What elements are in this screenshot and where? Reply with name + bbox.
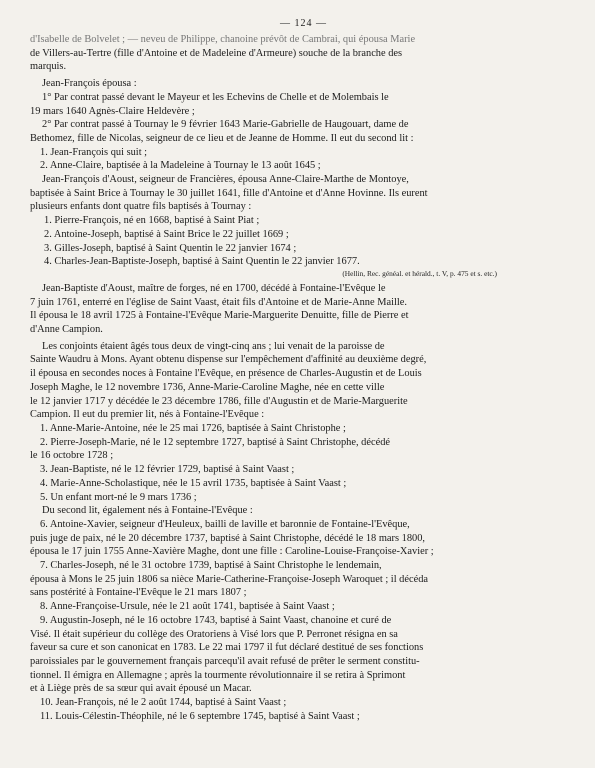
text-line: paroissiales par le gouvernement français parcequ'il avait refusé de prêter le serment constitu- (30, 655, 420, 667)
text-line: il épousa en secondes noces à Fontaine l'Evêque, en présence de Charles-Augustin et de Louis (30, 368, 422, 380)
text-line: faveur sa cure et son canonicat en 1783. Le 22 mai 1797 il fut déclaré destitué de ses fonctions (30, 642, 424, 654)
text-line: 2° Par contrat passé à Tournay le 9 février 1643 Marie-Gabrielle de Haugouart, dame de (42, 119, 409, 131)
text-line: marquis. (30, 61, 67, 73)
text-line: 7 juin 1761, enterré en l'église de Saint Vaast, était fils d'Antoine et de Marie-Anne Maille. (30, 296, 407, 308)
text-line: Il épousa le 18 avril 1725 à Fontaine-l'Evêque Marie-Marguerite Denuitte, fille de Pierre et (30, 310, 409, 322)
text-line: Les conjoints étaient âgés tous deux de vingt-cinq ans ; lui venait de la paroisse de (42, 340, 385, 352)
list-item: 9. Augustin-Joseph, né le 16 octobre 1743, baptisé à Saint Vaast, chanoine et curé de (40, 614, 392, 626)
text-line: 1° Par contrat passé devant le Mayeur et les Echevins de Chelle et de Molembais le (42, 91, 389, 103)
text-line: d'Isabelle de Bolvelet ; — neveu de Philippe, chanoine prévôt de Cambrai, qui épousa Marie (30, 34, 416, 45)
text-line: le 12 janvier 1717 y décédée le 23 décembre 1786, fille d'Augustin et de Marie-Marguerite (30, 395, 408, 407)
text-line: Joseph Maghe, le 12 novembre 1736, Anne-Marie-Caroline Maghe, née en cette ville (30, 381, 385, 393)
text-line: Sainte Waudru à Mons. Ayant obtenu dispense sur l'empêchement d'affinité au deuxième degré, (30, 354, 427, 366)
text-line: et à Liège près de sa sœur qui avait épousé un Macar. (30, 683, 252, 695)
text-line: sans postérité à Fontaine-l'Evêque le 21 mars 1807 ; (30, 587, 247, 599)
list-item: 7. Charles-Joseph, né le 31 octobre 1739, baptisé à Saint Christophe le lendemain, (40, 560, 382, 572)
text-line: épousa à Mons le 25 juin 1806 sa nièce Marie-Catherine-Françoise-Joseph Waroquet ; il décéda (30, 573, 429, 585)
text-line: Visé. Il était supérieur du collège des Oratoriens à Visé lors que P. Perronet résigna en sa (30, 628, 398, 640)
list-item: 5. Un enfant mort-né le 9 mars 1736 ; (40, 491, 197, 503)
genealogy-text (30, 33, 577, 723)
text-line: 19 mars 1640 Agnès-Claire Heldevère ; (30, 105, 195, 117)
text-line: de Villers-au-Tertre (fille d'Antoine et de Madeleine d'Armeure) souche de la branche des (30, 47, 403, 59)
list-item: 4. Charles-Jean-Baptiste-Joseph, baptisé à Saint Quentin le 22 janvier 1677. (44, 256, 360, 268)
text-line: Jean-François épousa : (42, 78, 137, 90)
list-item: 1. Jean-François qui suit ; (40, 146, 148, 158)
citation-line: (Hellin, Rec. généal. et hérald., t. V, p. 475 et s. etc.) (342, 268, 497, 278)
text-line: Du second lit, également nés à Fontaine-l'Evêque : (42, 505, 253, 517)
list-item: 2. Antoine-Joseph, baptisé à Saint Brice le 22 juillet 1669 ; (44, 228, 289, 240)
list-item: 1. Anne-Marie-Antoine, née le 25 mai 1726, baptisée à Saint Christophe ; (40, 422, 346, 434)
list-item: 3. Jean-Baptiste, né le 12 février 1729, baptisé à Saint Vaast ; (40, 464, 295, 476)
list-item: 2. Pierre-Joseph-Marie, né le 12 septembre 1727, baptisé à Saint Christophe, décédé (40, 436, 391, 448)
list-item: 3. Gilles-Joseph, baptisé à Saint Quentin le 22 janvier 1674 ; (44, 242, 297, 254)
text-line: Campion. Il eut du premier lit, nés à Fontaine-l'Evêque : (30, 409, 265, 421)
text-line: puis juge de paix, né le 20 décembre 1737, baptisé à Saint Christophe, décédé le 18 mars 1800, (30, 532, 426, 544)
text-line: le 16 octobre 1728 ; (30, 450, 114, 462)
list-item: 11. Louis-Célestin-Théophile, né le 6 septembre 1745, baptisé à Saint Vaast ; (40, 710, 360, 722)
list-item: 10. Jean-François, né le 2 août 1744, baptisé à Saint Vaast ; (40, 697, 287, 709)
text-line: épousa le 17 juin 1755 Anne-Xavière Maghe, dont une fille : Caroline-Louise-Françoise-Xavier ; (30, 546, 434, 558)
text-line: plusieurs enfants dont quatre fils baptisés à Tournay : (30, 201, 252, 213)
text-line: Jean-Baptiste d'Aoust, maître de forges, né en 1700, décédé à Fontaine-l'Evêque le (42, 282, 386, 294)
text-line: Jean-François d'Aoust, seigneur de Francières, épousa Anne-Claire-Marthe de Montoye, (42, 174, 409, 186)
text-line: Bethomez, fille de Nicolas, seigneur de ce lieu et de Jeanne de Homme. Il eut du second lit : (30, 132, 414, 144)
text-line: d'Anne Campion. (30, 324, 103, 336)
list-item: 4. Marie-Anne-Scholastique, née le 15 avril 1735, baptisée à Saint Vaast ; (40, 477, 347, 489)
text-line: baptisée à Saint Brice à Tournay le 30 juillet 1641, fille d'Antoine et d'Anne Hovinne. Ils eurent (30, 187, 428, 199)
text-line: tionnel. Il émigra en Allemagne ; après la tourmente révolutionnaire il se retira à Sprimont (30, 669, 406, 681)
list-item: 8. Anne-Françoise-Ursule, née le 21 août 1741, baptisée à Saint Vaast ; (40, 601, 335, 613)
list-item: 6. Antoine-Xavier, seigneur d'Heuleux, bailli de laville et baronnie de Fontaine-l'Evêque, (40, 518, 410, 530)
page-number: — 124 — (280, 18, 327, 29)
list-item: 2. Anne-Claire, baptisée à la Madeleine à Tournay le 13 août 1645 ; (40, 160, 321, 172)
list-item: 1. Pierre-François, né en 1668, baptisé à Saint Piat ; (44, 215, 260, 227)
